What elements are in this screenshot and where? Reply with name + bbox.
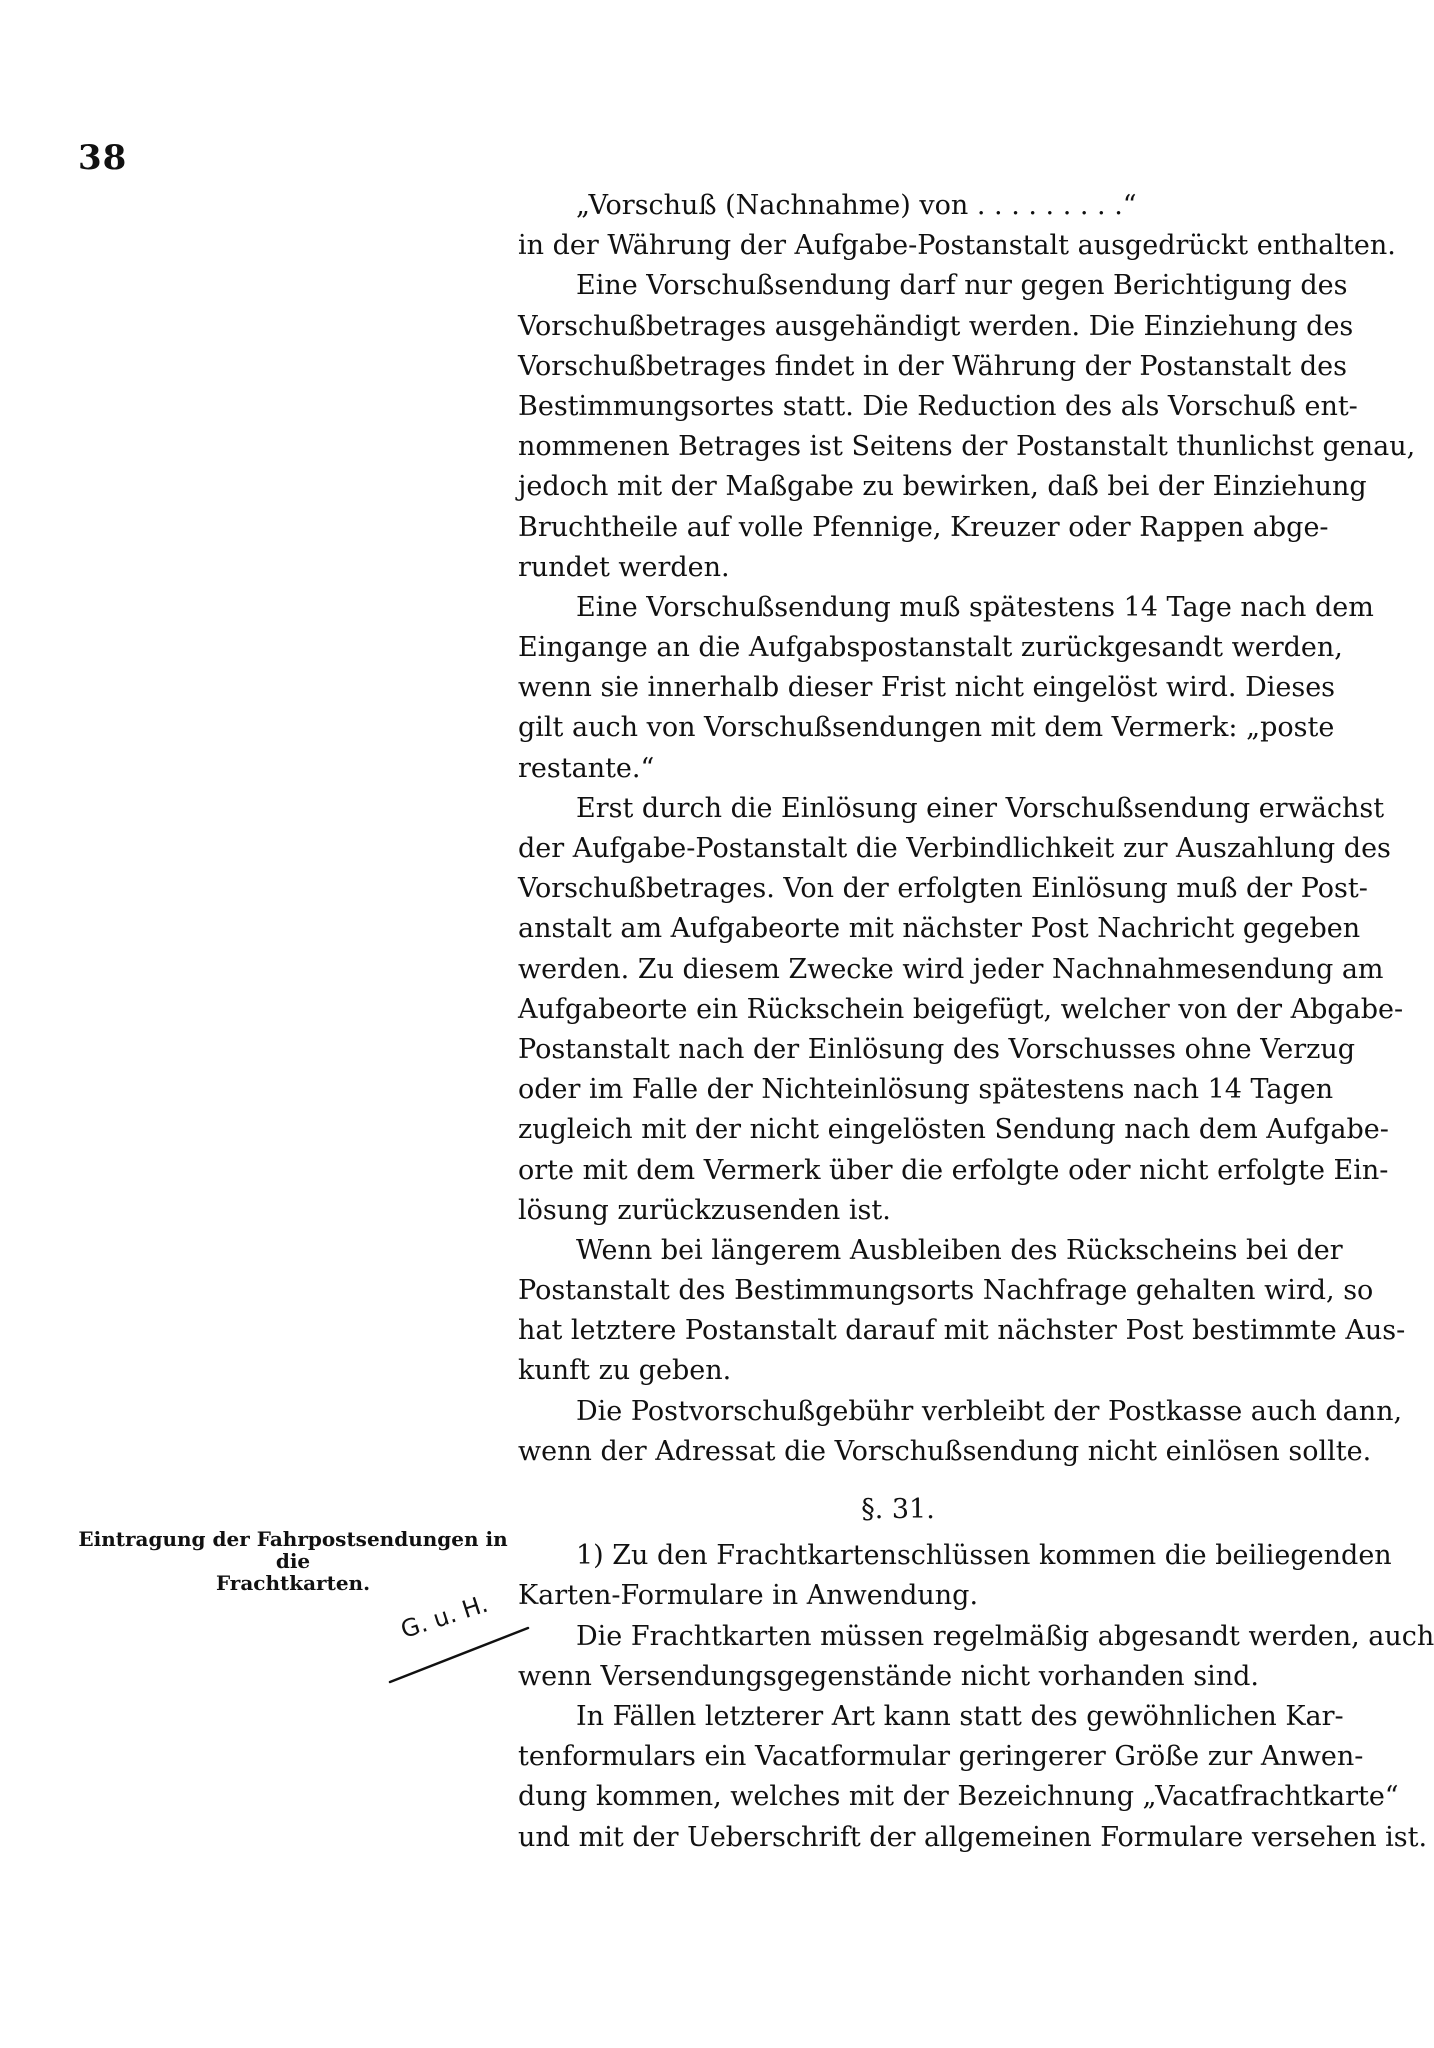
text-line: wenn der Adressat die Vorschußsendung nicht einlösen sollte. [518,1435,1372,1467]
text-line: Eine Vorschußsendung muß spätestens 14 Tage nach dem [576,591,1374,623]
text-line: gilt auch von Vorschußsendungen mit dem Vermerk: „poste [518,712,1335,744]
text-line: jedoch mit der Maßgabe zu bewirken, daß bei der Einziehung [518,471,1367,503]
main-paragraphs [518,186,1416,1472]
text-line: Erst durch die Einlösung einer Vorschußsendung erwächst [576,792,1385,824]
text-line: kunft zu geben. [518,1355,732,1387]
text-line: Postanstalt des Bestimmungsorts Nachfrage gehalten wird, so [518,1275,1374,1307]
text-line: Vorschußbetrages ausgehändigt werden. Die Einziehung des [518,310,1354,342]
text-line: Bestimmungsortes statt. Die Reduction des als Vorschuß ent- [518,390,1358,422]
text-line: wenn Versendungsgegenstände nicht vorhanden sind. [518,1660,1259,1692]
text-line: restante.“ [518,752,655,784]
handwritten-stamp [388,1589,538,1686]
text-line: der Aufgabe-Postanstalt die Verbindlichkeit zur Auszahlung des [518,833,1391,864]
text-line: Postanstalt nach der Einlösung des Vorschusses ohne Verzug [518,1033,1356,1065]
text-line: oder im Falle der Nichteinlösung spätestens nach 14 Tagen [518,1074,1334,1106]
page-number: 38 [78,138,128,178]
text-line: tenformulars ein Vacatformular geringerer Größe zur Anwen- [518,1741,1364,1773]
text-line: orte mit dem Vermerk über die erfolgte oder nicht erfolgte Ein- [518,1154,1389,1186]
text-line: Bruchtheile auf volle Pfennige, Kreuzer oder Rappen abge- [518,511,1329,543]
text-line: 1) Zu den Frachtkartenschlüssen kommen die beiliegenden [576,1540,1392,1572]
section-heading: §. 31. [861,1494,935,1525]
section-paragraphs [518,1536,1434,1858]
text-line: wenn sie innerhalb dieser Frist nicht eingelöst wird. Dieses [518,672,1336,704]
text-line: dung kommen, welches mit der Bezeichnung „Vacatfrachtkarte“ [518,1781,1399,1813]
text-line: Vorschußbetrages. Von der erfolgten Einlösung muß der Post- [518,873,1368,905]
text-line: und mit der Ueberschrift der allgemeinen Formulare versehen ist. [518,1821,1428,1853]
text-line: in der Währung der Aufgabe-Postanstalt ausgedrückt enthalten. [518,230,1396,262]
text-line: Vorschußbetrages findet in der Währung der Postanstalt des [518,350,1347,382]
text-line: zugleich mit der nicht eingelösten Sendung nach dem Aufgabe- [518,1114,1389,1146]
text-line: lösung zurückzusenden ist. [518,1194,891,1226]
text-line: hat letztere Postanstalt darauf mit nächster Post bestimmte Aus- [518,1315,1406,1347]
text-line: Wenn bei längerem Ausbleiben des Rückscheins bei der [576,1234,1343,1266]
stamp-initials: G. u. H. [397,1589,492,1644]
text-line: „Vorschuß (Nachnahme) von . . . . . . . . .“ [576,190,1137,221]
text-line: anstalt am Aufgabeorte mit nächster Post Nachricht gegeben [518,913,1361,945]
text-line: Eingange an die Aufgabspostanstalt zurückgesandt werden, [518,632,1343,664]
text-line: Karten-Formulare in Anwendung. [518,1580,979,1612]
text-line: Aufgabeorte ein Rückschein beigefügt, welcher von der Abgabe- [518,993,1404,1025]
spacer [518,1472,1278,1490]
text-line: nommenen Betrages ist Seitens der Postanstalt thunlichst genau, [518,431,1416,463]
margin-note-line-2: Frachtkarten. [215,1571,371,1595]
text-line: werden. Zu diesem Zwecke wird jeder Nachnahmesendung am [518,953,1384,985]
text-line: Die Frachtkarten müssen regelmäßig abgesandt werden, auch [576,1620,1434,1652]
text-line: Eine Vorschußsendung darf nur gegen Berichtigung des [576,270,1348,302]
margin-note [78,1528,508,1594]
margin-note-line-1: Eintragung der Fahrpostsendungen in die [78,1527,508,1573]
main-text-column [518,186,1434,1858]
text-line: rundet werden. [518,551,730,583]
text-line: Die Postvorschußgebühr verbleibt der Postkasse auch dann, [576,1395,1403,1427]
text-line: In Fällen letzterer Art kann statt des gewöhnlichen Kar- [576,1700,1344,1732]
